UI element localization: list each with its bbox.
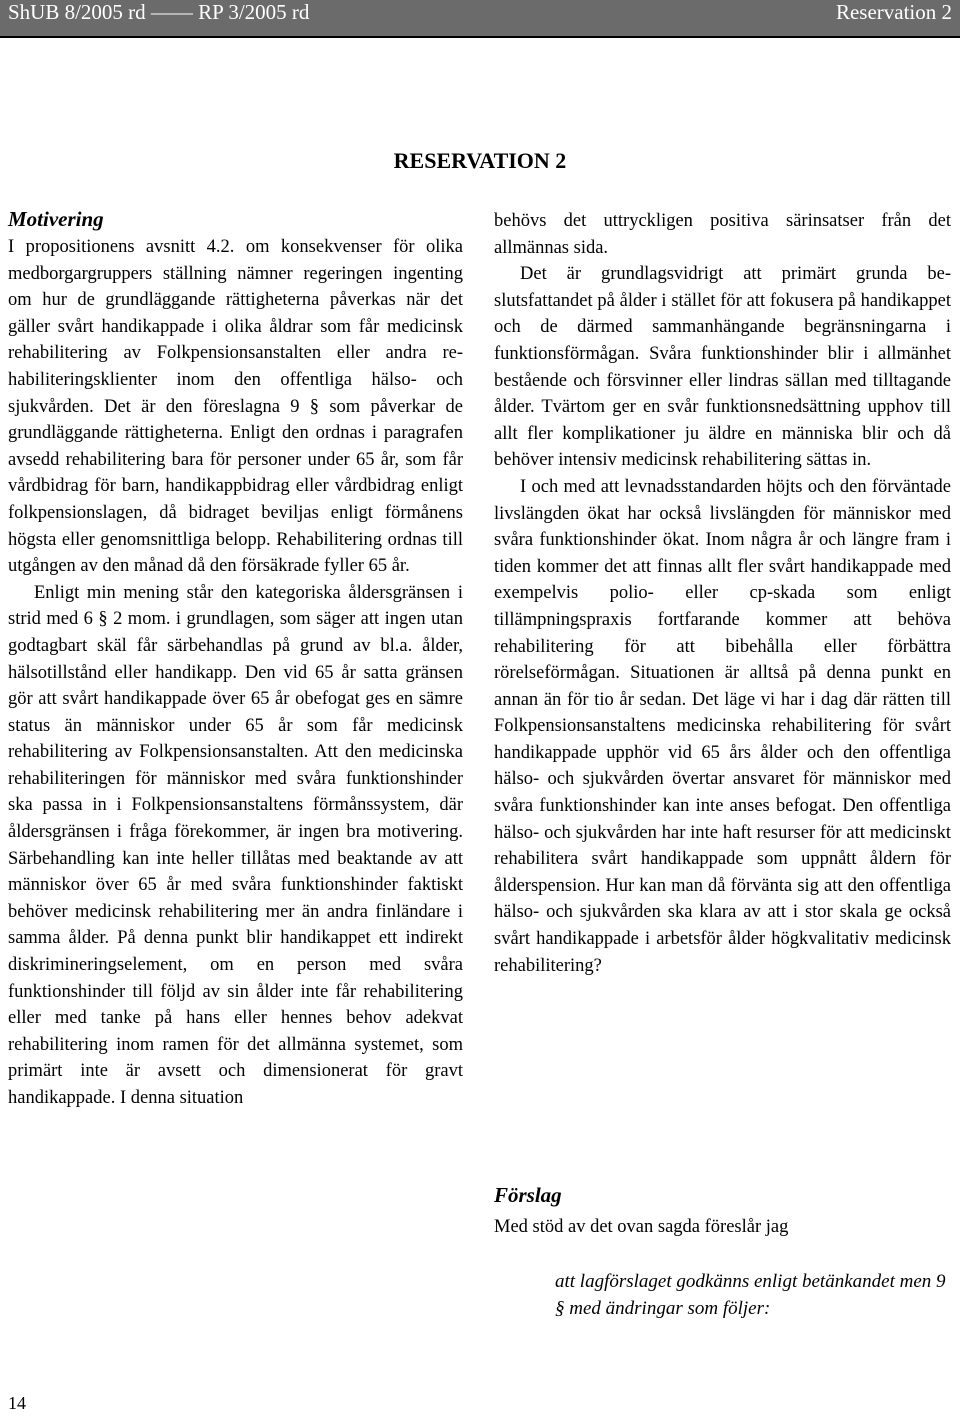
left-paragraph-1: I propositionens avsnitt 4.2. om konsekvenser för olika medborgargruppers ställning nämner regeringen ingenting om hur de grundläggande rättigheterna påverkas när det gäller svårt handikappade i olika åldrar som får medicinsk rehabilitering av Folkpensionsanstalten eller andra rehabiliteringsklienter inom den offentliga hälso- och sjukvården. Det är den föreslagna 9 § som påverkar de grundläggande rättigheterna. Enligt den ordnas i paragrafen avsedd rehabilitering bara för personer under 65 år, som får vårdbidrag för barn, handikappbidrag eller vårdbidrag enligt folkpensionslagen, då bidraget beviljas enligt förmånens högsta eller genomsnittliga belopp. Rehabilitering ordnas till utgången av den månad då den försäkrade fyller 65 år. [8,237,463,577]
section-heading-forslag: Förslag [494,1183,562,1207]
page-title: RESERVATION 2 [393,148,567,173]
proposal-statement: att lagförslaget godkänns enligt betänkandet men 9 § med ändringar som följer: [555,1271,946,1319]
left-paragraph-2: Enligt min mening står den kategoriska åldersgränsen i strid med 6 § 2 mom. i grundlagen, som säger att ingen utan godtagbart skäl får särbehandlas på grund av bl.a. ålder, hälsotillstånd eller handikapp. Den vid 65 år satta gränsen gör att svårt handikappade över 65 år obefogat ges en sämre status än människor under 65 år som får medicinsk rehabilitering av Folkpensionsanstalten. Att den medicinska rehabiliteringen för människor med svåra funktionshinder ska passa in i Folkpensionsanstaltens förmånssystem, där åldersgränsen i fråga förekommer, är ingen bra motivering. Särbehandling kan inte heller tillåtas med beaktande av att människor över 65 år med svåra funktionshinder faktiskt behöver medicinsk rehabilitering mer än andra finländare i samma ålder. På denna punkt blir handikappet ett indirekt diskrimineringselement, om en person med svåra funktionshinder till följd av sin ålder inte får rehabilitering eller med tanke på hans eller hennes behov adekvat rehabilitering inom ramen för det allmänna systemet, som primärt inte är avsett och dimensionerat för gravt handikappade. I denna situation [8,582,463,1108]
header-bar [0,0,960,36]
page-number: 14 [8,1393,26,1413]
proposal-intro-text: Med stöd av det ovan sagda föreslår jag [494,1217,789,1237]
proposal-intro [494,1214,951,1241]
section-heading-motivering: Motivering [8,207,104,231]
right-paragraph-2: Det är grundlagsvidrigt att primärt grunda beslutsfattandet på ålder i stället för att fokusera på handikappet och de därmed sammanhängande begränsningarna i funktionsförmågan. Svåra funktionshinder blir i allmänhet bestående och försvinner eller lindras sällan med tilltagande ålder. Tvärtom ger en svår funktionsnedsättning upphov till allt fler komplikationer ju äldre en människa blir och då behöver intensiv medicinsk rehabilitering sättas in. [494,264,951,471]
header-section-label: Reservation 2 [835,0,952,24]
left-column [8,234,463,1112]
header-divider [0,36,960,38]
right-column [494,208,951,979]
header-document-reference: ShUB 8/2005 rd —— RP 3/2005 rd [8,0,310,24]
right-paragraph-1: behövs det uttryckligen positiva särinsatser från det allmännas sida. [494,211,951,258]
right-paragraph-3: I och med att levnadsstandarden höjts och den förväntade livslängden ökat har också livslängden för människor med svåra funktionshinder ökat. Inom några år och längre fram i tiden kommer det att finnas allt fler svårt handikappade med exempelvis polio- eller cp-skada som enligt tillämpningspraxis fortfarande kommer att behöva rehabilitering för att bibehålla eller förbättra rörelseförmågan. Situationen är alltså på denna punkt en annan än för tio år sedan. Det läge vi har i dag där rätten till Folkpensionsanstaltens medicinska rehabilitering för svårt handikappade upphör vid 65 års ålder och den offentliga hälso- och sjukvården övertar ansvaret för människor med svåra funktionshinder kan inte anses befogat. Den offentliga hälso- och sjukvården har inte haft resurser för att medicinskt rehabilitera svårt handikappade som uppnått åldern för ålderspension. Hur kan man då förvänta sig att den offentliga hälso- och sjukvården ska klara av att i stor skala ge också svårt handikappade i arbetsför ålder högkvalitativ medicinsk rehabilitering? [494,476,951,976]
